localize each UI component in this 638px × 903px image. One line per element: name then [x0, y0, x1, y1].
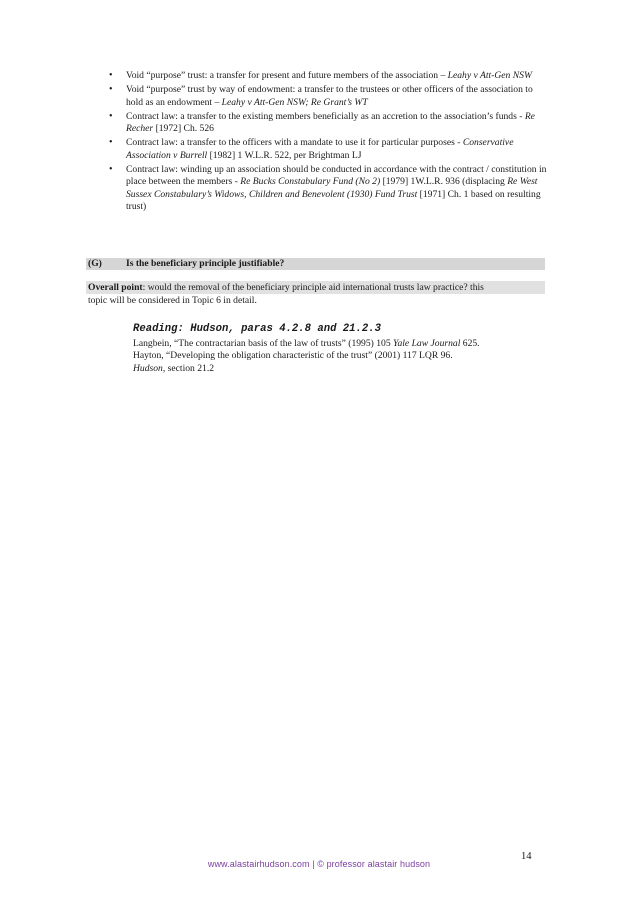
list-item — [108, 84, 548, 109]
section-title: Is the beneficiary principle justifiable? — [126, 258, 285, 269]
overall-point-label: Overall point — [88, 282, 143, 293]
list-item-text — [126, 164, 548, 213]
text-run: Void “purpose” trust: a transfer for present and future members of the association – — [126, 70, 448, 81]
text-run: [1979] 1W.L.R. 936 (displacing — [380, 176, 508, 188]
bullet-icon: • — [109, 110, 113, 122]
overall-point-text-1: : would the removal of the beneficiary principle aid international trusts law practice? this — [142, 282, 484, 293]
list-item-text — [126, 84, 548, 109]
overall-point — [86, 281, 545, 307]
text-run: [1971] Ch. 1 based on resulting trust) — [126, 188, 541, 212]
list-item — [108, 111, 548, 136]
reading-list — [133, 323, 553, 375]
list-item — [108, 164, 548, 213]
case-name: Re West Sussex Constabulary’s Widows, Children and Benevolent (1930) Fund Trust — [126, 176, 538, 200]
page-number: 14 — [521, 851, 532, 862]
section-letter: (G) — [88, 258, 102, 269]
reading-ref-hayton: Hayton, “Developing the obligation characteristic of the trust” (2001) 117 LQR 96. — [133, 350, 453, 362]
list-item-text — [126, 137, 548, 162]
list-item — [108, 70, 548, 82]
bullet-icon: • — [109, 137, 113, 149]
bullet-list — [108, 70, 548, 215]
ref-text: , section 21.2 — [162, 362, 215, 374]
case-name: Re Recher — [126, 110, 535, 135]
reading-ref-langbein — [133, 338, 553, 351]
text-run: Contract law: a transfer to the existing members beneficially as an accretion to the association’s funds - — [126, 110, 525, 122]
bullet-icon: • — [109, 84, 113, 96]
ref-text: 625. — [460, 337, 480, 349]
overall-point-line-1 — [86, 281, 545, 294]
overall-point-text-2: topic will be considered in Topic 6 in detail. — [88, 295, 257, 306]
ref-journal: Yale Law Journal — [393, 337, 461, 349]
bullet-icon: • — [109, 164, 113, 176]
list-item-text — [126, 111, 548, 136]
bullet-icon: • — [109, 70, 113, 81]
section-heading — [86, 258, 545, 270]
list-item-text — [126, 70, 548, 82]
text-run: [1982] 1 W.L.R. 522, per Brightman LJ — [207, 149, 362, 161]
reading-heading: Reading: Hudson, paras 4.2.8 and 21.2.3 — [133, 323, 381, 335]
case-name: Leahy v Att-Gen NSW; Re Grant’s WT — [221, 96, 368, 108]
case-name: Re Bucks Constabulary Fund (No 2) — [240, 176, 381, 188]
text-run: Void “purpose” trust by way of endowment: a transfer to the trustees or other officers of the association to hold as an endowment – — [126, 84, 533, 108]
case-name: Conservative Association v Burrell — [126, 137, 514, 161]
list-item — [108, 137, 548, 162]
reading-ref-hudson — [133, 363, 553, 376]
case-name: Leahy v Att-Gen NSW — [447, 70, 532, 81]
ref-text: Langbein, “The contractarian basis of the law of trusts” (1995) 105 — [133, 337, 394, 349]
text-run: Contract law: a transfer to the officers with a mandate to use it for particular purposes - — [126, 137, 463, 149]
text-run: [1972] Ch. 526 — [153, 123, 214, 135]
footer-credit: www.alastairhudson.com | © professor alastair hudson — [207, 859, 431, 869]
text-run: Contract law: winding up an association should be conducted in accordance with the contract / constitution in place between the members - — [126, 164, 547, 188]
ref-author: Hudson — [133, 362, 163, 374]
